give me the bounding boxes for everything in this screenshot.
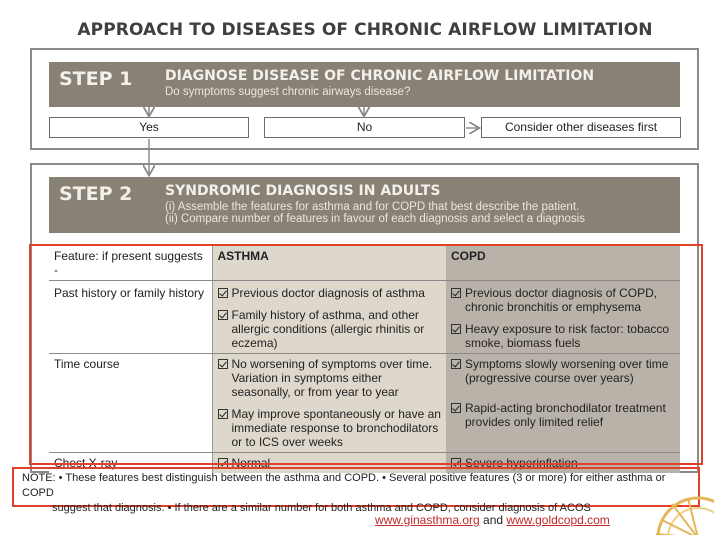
list-item: Heavy exposure to risk factor: tobacco smoke, biomass fuels [451,322,675,350]
note-text [22,471,698,516]
page-title: APPROACH TO DISEASES OF CHRONIC AIRFLOW LIMITATION [77,20,653,40]
step1-heading: DIAGNOSE DISEASE OF CHRONIC AIRFLOW LIMITATION [165,68,595,84]
table-highlight-box [29,244,703,465]
list-item: Symptoms slowly worsening over time (progressive course over years) [451,357,675,385]
step1-question: Do symptoms suggest chronic airways disease? [165,86,411,98]
list-item: Severe hyperinflation [451,456,675,470]
step1-label: STEP 1 [59,68,133,90]
gina-link[interactable]: www.ginasthma.org [375,513,480,527]
option-yes: Yes [49,117,249,138]
header-copd: COPD [446,246,680,281]
step2-instruction-2: (ii) Compare number of features in favour of each diagnosis and select a diagnosis [165,213,585,225]
note-line-2: suggest that diagnosis. • If there are a similar number for both asthma and COPD, consider diagnosis of ACOS [52,502,591,514]
list-item: Normal [218,456,442,470]
option-other-diseases: Consider other diseases first [481,117,681,138]
footer-joiner: and [479,513,507,527]
header-feature: Feature: if present suggests - [49,246,212,281]
list-item: Previous doctor diagnosis of asthma [218,286,442,300]
feature-cell: Time course [49,354,212,453]
feature-cell: Past history or family history [49,281,212,354]
step2-heading: SYNDROMIC DIAGNOSIS IN ADULTS [165,183,441,199]
list-item: May improve spontaneously or have an immediate response to bronchodilators or to ICS over weeks [218,407,442,449]
list-item: Rapid-acting bronchodilator treatment provides only limited relief [451,401,675,429]
feature-cell: Chest X-ray [49,453,212,474]
gold-logo-icon [648,490,714,535]
step2-label: STEP 2 [59,183,133,205]
list-item: Family history of asthma, and other allergic conditions (allergic rhinitis or eczema) [218,308,442,350]
gold-link[interactable]: www.goldcopd.com [506,513,610,527]
list-item: No worsening of symptoms over time. Variation in symptoms either seasonally, or from year to year [218,357,442,399]
step1-banner [49,62,680,107]
note-line-1: NOTE: • These features best distinguish between the asthma and COPD. • Several positive features (3 or more) for either asthma or COPD [22,472,666,499]
header-asthma: ASTHMA [212,246,446,281]
step2-banner [49,177,680,233]
option-no: No [264,117,465,138]
footer-links [375,513,610,527]
step2-instruction-1: (i) Assemble the features for asthma and for COPD that best describe the patient. [165,201,580,213]
list-item: Previous doctor diagnosis of COPD, chronic bronchitis or emphysema [451,286,675,314]
